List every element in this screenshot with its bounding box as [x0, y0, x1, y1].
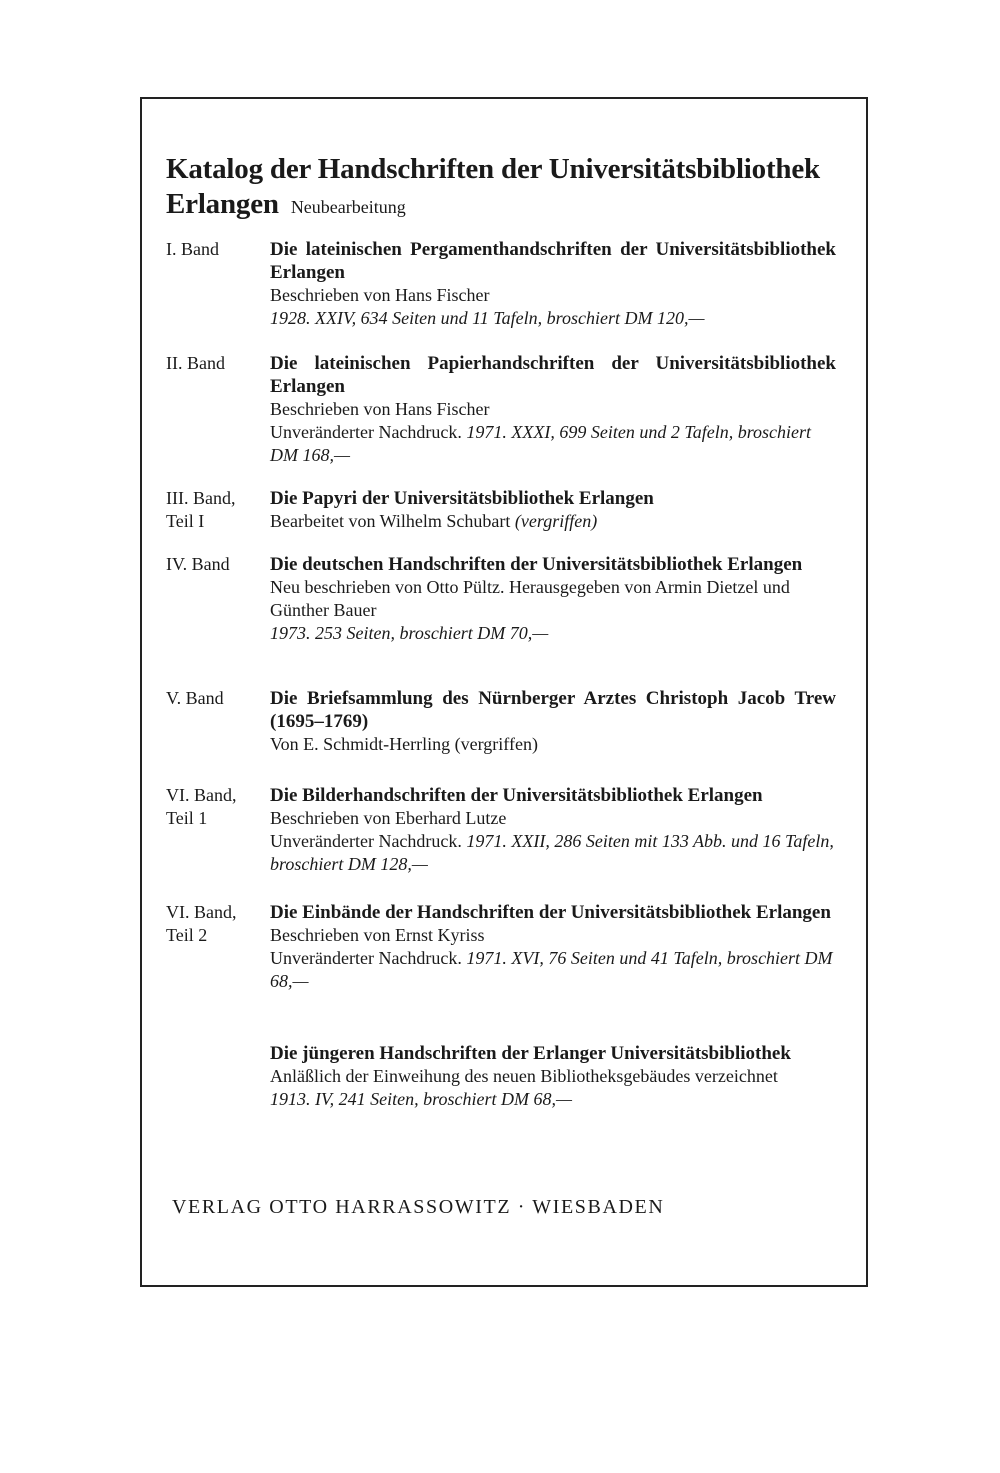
entry-edition: Unveränderter Nachdruck. [270, 422, 462, 442]
entry-title: Die Briefsammlung des Nürnberger Arztes Christoph Jacob Trew (1695–1769) [270, 688, 836, 732]
entry-details: 1973. 253 Seiten, broschiert DM 70,— [270, 623, 549, 643]
entry-body [270, 352, 836, 467]
entry-edition-line [270, 830, 836, 876]
entry-note: (vergriffen) [514, 511, 598, 531]
publisher-footer: VERLAG OTTO HARRASSOWITZ · WIESBADEN [172, 1196, 665, 1218]
band-label: VI. Band, Teil 2 [166, 902, 237, 945]
entry-body [270, 687, 836, 756]
entry-body [270, 784, 836, 876]
entry-details: 1971. XXII, 286 Seiten mit 133 Abb. und 16 Tafeln, broschiert DM 128,— [270, 831, 834, 874]
entry-edition: Unveränderter Nachdruck. [270, 948, 462, 968]
entry-title: Die Einbände der Handschriften der Universitätsbibliothek Erlangen [270, 902, 831, 923]
entry-title: Die Bilderhandschriften der Universitätsbibliothek Erlangen [270, 785, 763, 806]
entry-body [270, 1042, 836, 1111]
band-label: I. Band [166, 239, 219, 259]
entry-edition: Unveränderter Nachdruck. [270, 831, 462, 851]
entry-body [270, 901, 836, 993]
entry-author: Beschrieben von Eberhard Lutze [270, 808, 507, 828]
entry-title: Die lateinischen Papierhandschriften der Universitätsbibliothek Erlangen [270, 353, 836, 397]
entry-edition-line [270, 947, 836, 993]
entry-author: Von E. Schmidt-Herrling (vergriffen) [270, 734, 538, 754]
entry-author: Bearbeitet von Wilhelm Schubart [270, 511, 511, 531]
entry-author: Anläßlich der Einweihung des neuen Bibliotheksgebäudes verzeichnet [270, 1066, 778, 1086]
catalog-title [166, 152, 836, 225]
entry-title: Die deutschen Handschriften der Universitätsbibliothek Erlangen [270, 554, 803, 575]
entry-author: Beschrieben von Hans Fischer [270, 285, 490, 305]
band-label: VI. Band, Teil 1 [166, 785, 237, 828]
entry-title: Die Papyri der Universitätsbibliothek Erlangen [270, 488, 654, 509]
band-label: II. Band [166, 353, 225, 373]
band-label: V. Band [166, 688, 224, 708]
entry-author: Beschrieben von Ernst Kyriss [270, 925, 485, 945]
entry-details: 1928. XXIV, 634 Seiten und 11 Tafeln, broschiert DM 120,— [270, 308, 705, 328]
entry-title: Die lateinischen Pergamenthandschriften der Universitätsbibliothek Erlangen [270, 239, 836, 283]
band-label: IV. Band [166, 554, 230, 574]
entry-body [270, 487, 836, 533]
catalog-title-text: Katalog der Handschriften der Universitätsbibliothek Erlangen [166, 153, 820, 220]
entry-author-line [270, 510, 836, 533]
entry-author: Beschrieben von Hans Fischer [270, 399, 490, 419]
entry-author: Neu beschrieben von Otto Pültz. Herausgegeben von Armin Dietzel und Günther Bauer [270, 577, 790, 620]
band-label: III. Band, Teil I [166, 488, 236, 531]
entry-details: 1971. XXXI, 699 Seiten und 2 Tafeln, broschiert DM 168,— [270, 422, 812, 465]
entry-body [270, 238, 836, 330]
catalog-subtitle: Neubearbeitung [290, 197, 406, 217]
entry-title: Die jüngeren Handschriften der Erlanger Universitätsbibliothek [270, 1043, 791, 1064]
entry-edition-line [270, 421, 836, 467]
entry-details: 1971. XVI, 76 Seiten und 41 Tafeln, broschiert DM 68,— [270, 948, 833, 991]
entry-body [270, 553, 836, 645]
entry-details: 1913. IV, 241 Seiten, broschiert DM 68,— [270, 1089, 572, 1109]
